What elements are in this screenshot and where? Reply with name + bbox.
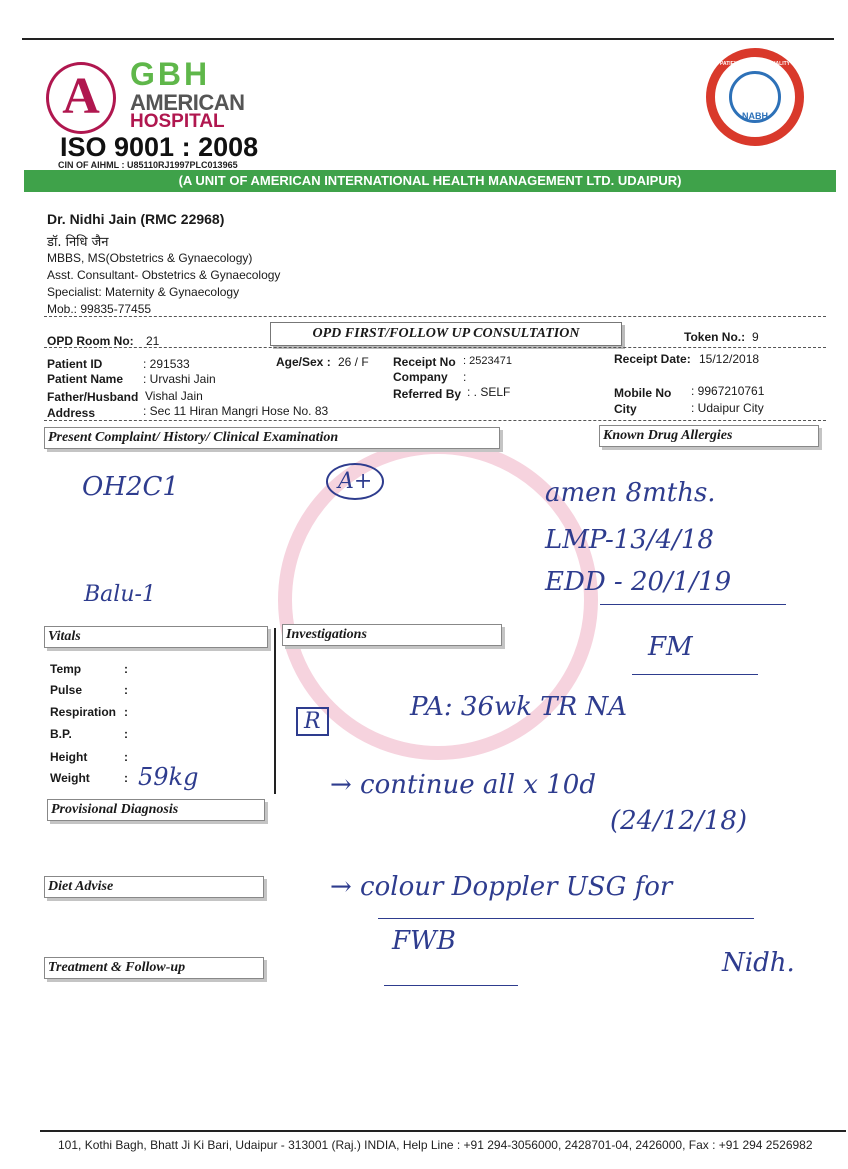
vital-label: Respiration xyxy=(50,705,117,719)
patient-name-value: : Urvashi Jain xyxy=(143,372,216,386)
brand-hospital: HOSPITAL xyxy=(130,111,225,132)
divider xyxy=(44,316,826,317)
logo-letter: A xyxy=(62,68,100,125)
cin-number: CIN OF AIHML : U85110RJ1997PLC013965 xyxy=(58,160,238,170)
father-husband-value: Vishal Jain xyxy=(145,389,203,403)
handwritten-underline xyxy=(384,985,518,986)
patient-id-value: : 291533 xyxy=(143,357,190,371)
doctor-degree: MBBS, MS(Obstetrics & Gynaecology) xyxy=(47,251,253,265)
vitals-divider xyxy=(274,628,276,794)
doctor-specialty: Specialist: Maternity & Gynaecology xyxy=(47,285,240,299)
handwritten-edd: EDD - 20/1/19 xyxy=(545,567,732,597)
company-label: Company xyxy=(393,370,448,384)
diet-advise-header: Diet Advise xyxy=(44,876,264,898)
opd-room-value: 21 xyxy=(146,334,160,348)
handwritten-fm: FM xyxy=(648,632,693,662)
handwritten-fwb: FWB xyxy=(392,926,456,956)
vital-sep: : xyxy=(124,771,128,785)
unit-banner: (A UNIT OF AMERICAN INTERNATIONAL HEALTH MANAGEMENT LTD. UDAIPUR) xyxy=(24,170,836,192)
handwritten-gravida: OH2C1 xyxy=(82,472,179,502)
patient-name-label: Patient Name xyxy=(47,372,124,386)
handwritten-per-abdomen: PA: 36wk TR NA xyxy=(410,692,627,722)
divider xyxy=(44,420,826,421)
handwritten-underline xyxy=(600,604,786,605)
handwritten-doppler: → colour Doppler USG for xyxy=(330,872,673,902)
vitals-section-header: Vitals xyxy=(44,626,268,648)
handwritten-blood-group: A+ xyxy=(326,463,384,500)
receipt-date-value: 15/12/2018 xyxy=(699,352,760,366)
age-sex-label: Age/Sex : xyxy=(276,355,331,369)
vital-label: Height xyxy=(50,750,88,764)
city-label: City xyxy=(614,402,637,416)
vital-label: B.P. xyxy=(50,727,72,741)
nabh-seal xyxy=(706,48,804,146)
brand-gbh: GBH xyxy=(130,56,211,92)
handwritten-note-left: Balu-1 xyxy=(84,582,156,607)
handwritten-weight: 59kg xyxy=(138,763,199,791)
handwritten-continue-date: (24/12/18) xyxy=(610,806,748,836)
nabh-label: NABH xyxy=(742,111,768,121)
doctor-mobile: Mob.: 99835-77455 xyxy=(47,302,152,316)
address-value: : Sec 11 Hiran Mangri Hose No. 83 xyxy=(143,404,329,418)
handwritten-rx: R xyxy=(296,707,329,736)
token-label: Token No.: xyxy=(684,330,746,344)
company-value: : xyxy=(463,370,467,384)
hospital-logo xyxy=(46,62,116,134)
vital-sep: : xyxy=(124,683,128,697)
iso-certification: ISO 9001 : 2008 xyxy=(60,132,259,162)
divider xyxy=(44,347,826,348)
treatment-header: Treatment & Follow-up xyxy=(44,957,264,979)
referred-by-value: : . SELF xyxy=(467,385,511,399)
handwritten-continue: → continue all x 10d xyxy=(330,770,596,800)
referred-by-label: Referred By xyxy=(393,387,462,401)
nabh-ring-text: PATIENT SAFETY & QUALITY OF CARE xyxy=(719,61,790,73)
doctor-name-hindi: डॉ. निधि जैन xyxy=(47,235,109,250)
investigations-section-header: Investigations xyxy=(282,624,502,646)
top-border xyxy=(22,38,834,40)
receipt-no-label: Receipt No xyxy=(393,355,456,369)
age-sex-value: 26 / F xyxy=(338,355,369,369)
footer-address: 101, Kothi Bagh, Bhatt Ji Ki Bari, Udaipur - 313001 (Raj.) INDIA, Help Line : +91 294-3056000, 2428701-04, 2426000, Fax : +91 294 2526982 xyxy=(58,1138,813,1152)
token-value: 9 xyxy=(752,330,759,344)
vital-sep: : xyxy=(124,705,128,719)
mobile-label: Mobile No xyxy=(614,386,672,400)
consultation-title: OPD FIRST/FOLLOW UP CONSULTATION xyxy=(270,322,622,346)
receipt-date-label: Receipt Date: xyxy=(614,352,691,366)
receipt-no-value: : 2523471 xyxy=(463,355,512,367)
doctor-name: Dr. Nidhi Jain (RMC 22968) xyxy=(47,211,225,227)
footer-divider xyxy=(40,1130,846,1132)
brand-american: AMERICAN xyxy=(130,90,245,115)
doctor-signature: Nidh. xyxy=(722,948,795,978)
opd-room-label: OPD Room No: xyxy=(47,334,134,348)
vital-sep: : xyxy=(124,727,128,741)
handwritten-underline xyxy=(632,674,758,675)
provisional-diagnosis-header: Provisional Diagnosis xyxy=(47,799,265,821)
address-label: Address xyxy=(47,406,96,420)
vital-sep: : xyxy=(124,750,128,764)
handwritten-lmp: LMP-13/4/18 xyxy=(545,525,714,555)
patient-id-label: Patient ID xyxy=(47,357,103,371)
vital-label: Pulse xyxy=(50,683,83,697)
vital-sep: : xyxy=(124,662,128,676)
complaint-section-header: Present Complaint/ History/ Clinical Examination xyxy=(44,427,500,449)
doctor-position: Asst. Consultant- Obstetrics & Gynaecology xyxy=(47,268,281,282)
handwritten-amenorrhea: amen 8mths. xyxy=(545,478,716,508)
handwritten-underline xyxy=(378,918,754,919)
allergies-section-header: Known Drug Allergies xyxy=(599,425,819,447)
mobile-value: : 9967210761 xyxy=(691,384,765,398)
father-husband-label: Father/Husband xyxy=(47,390,139,404)
vital-label: Temp xyxy=(50,662,82,676)
vital-label: Weight xyxy=(50,771,90,785)
city-value: : Udaipur City xyxy=(691,401,764,415)
